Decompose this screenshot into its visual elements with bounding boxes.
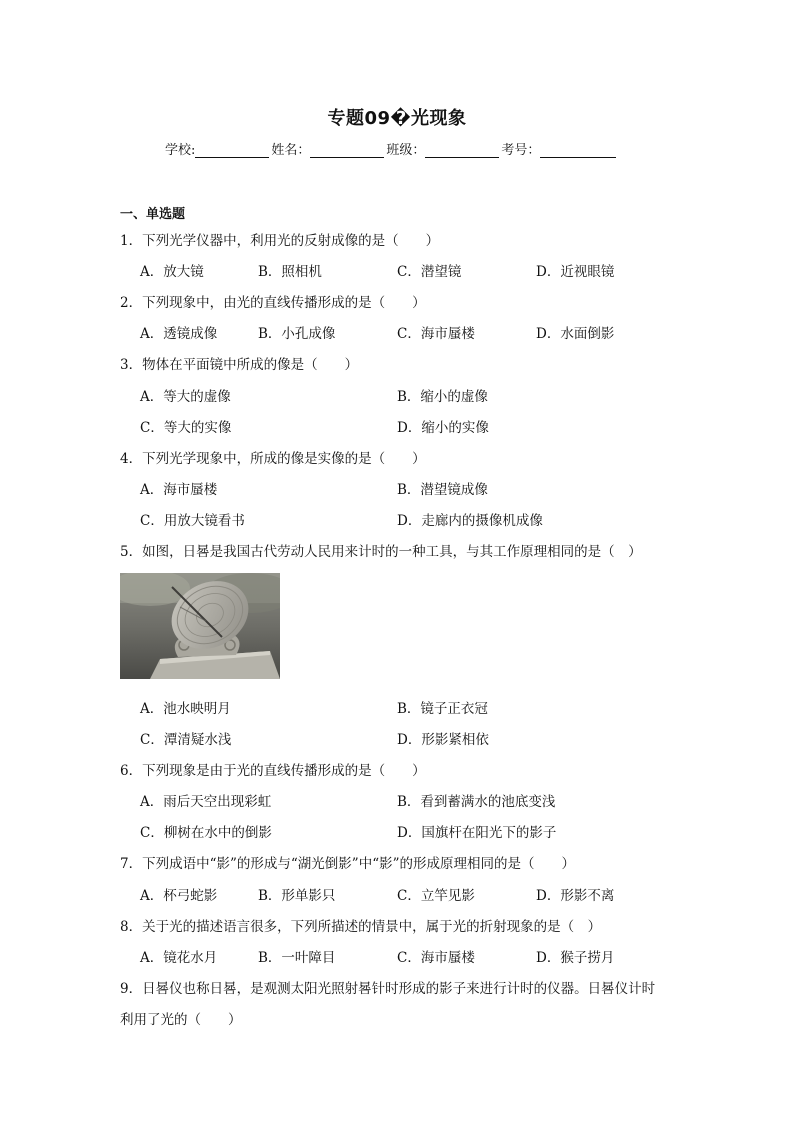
name-label: 姓名： [271, 143, 311, 158]
option[interactable]: B．缩小的虚像 [397, 389, 488, 405]
option[interactable]: C．等大的实像 [140, 420, 232, 436]
question-stem: 7．下列成语中“影”的形成与“湖光倒影”中“影”的形成原理相同的是（ ） [120, 856, 575, 872]
option[interactable]: C．海市蜃楼 [397, 326, 475, 342]
question-stem: 9．日晷仪也称日晷，是观测太阳光照射晷针时形成的影子来进行计时的仪器。日晷仪计时 [120, 981, 656, 997]
option[interactable]: D．猴子捞月 [536, 950, 615, 966]
question-stem-continued: 利用了光的（ ） [120, 1012, 242, 1028]
option[interactable]: D．缩小的实像 [397, 420, 489, 436]
option[interactable]: D．形影紧相依 [397, 732, 489, 748]
name-blank[interactable] [310, 143, 384, 158]
sundial-photo [120, 573, 280, 679]
page-title: 专题09�光现象 [327, 108, 467, 129]
option[interactable]: B．镜子正衣冠 [397, 701, 488, 717]
option[interactable]: B．看到蓄满水的池底变浅 [397, 794, 556, 810]
option[interactable]: C．潭清疑水浅 [140, 732, 232, 748]
option[interactable]: A．镜花水月 [140, 950, 218, 966]
student-info-row [165, 139, 635, 158]
option[interactable]: C．海市蜃楼 [397, 950, 475, 966]
option[interactable]: D．国旗杆在阳光下的影子 [397, 825, 557, 841]
option[interactable]: D．近视眼镜 [536, 264, 615, 280]
option[interactable]: C．柳树在水中的倒影 [140, 825, 272, 841]
option[interactable]: B．潜望镜成像 [397, 482, 488, 498]
school-label: 学校: [165, 143, 196, 158]
option[interactable]: A．杯弓蛇影 [140, 888, 218, 904]
question-stem: 6．下列现象是由于光的直线传播形成的是（ ） [120, 763, 426, 779]
class-blank[interactable] [425, 143, 499, 158]
option[interactable]: D．形影不离 [536, 888, 615, 904]
question-stem: 2．下列现象中，由光的直线传播形成的是（ ） [120, 295, 426, 311]
option[interactable]: D．水面倒影 [536, 326, 615, 342]
question-stem: 8．关于光的描述语言很多，下列所描述的情景中，属于光的折射现象的是（ ） [120, 919, 602, 935]
question-stem: 5．如图，日晷是我国古代劳动人民用来计时的一种工具，与其工作原理相同的是（ ） [120, 544, 642, 560]
option[interactable]: C．立竿见影 [397, 888, 475, 904]
option[interactable]: B．小孔成像 [258, 326, 336, 342]
option[interactable]: A．透镜成像 [140, 326, 218, 342]
option[interactable]: C．潜望镜 [397, 264, 462, 280]
question-stem: 1．下列光学仪器中，利用光的反射成像的是（ ） [120, 233, 440, 249]
option[interactable]: B．形单影只 [258, 888, 336, 904]
option[interactable]: A．放大镜 [140, 264, 204, 280]
option[interactable]: B．照相机 [258, 264, 322, 280]
option[interactable]: A．海市蜃楼 [140, 482, 218, 498]
option[interactable]: A．池水映明月 [140, 701, 231, 717]
class-label: 班级： [386, 143, 426, 158]
option[interactable]: B．一叶障目 [258, 950, 336, 966]
exam-no-blank[interactable] [540, 143, 616, 158]
question-stem: 3．物体在平面镜中所成的像是（ ） [120, 357, 359, 373]
option[interactable]: A．雨后天空出现彩虹 [140, 794, 272, 810]
option[interactable]: A．等大的虚像 [140, 389, 231, 405]
exam-no-label: 考号： [501, 143, 541, 158]
option[interactable]: C．用放大镜看书 [140, 513, 245, 529]
section-heading: 一、单选题 [120, 207, 186, 222]
school-blank[interactable] [195, 143, 269, 158]
option[interactable]: D．走廊内的摄像机成像 [397, 513, 543, 529]
question-stem: 4．下列光学现象中，所成的像是实像的是（ ） [120, 451, 426, 467]
